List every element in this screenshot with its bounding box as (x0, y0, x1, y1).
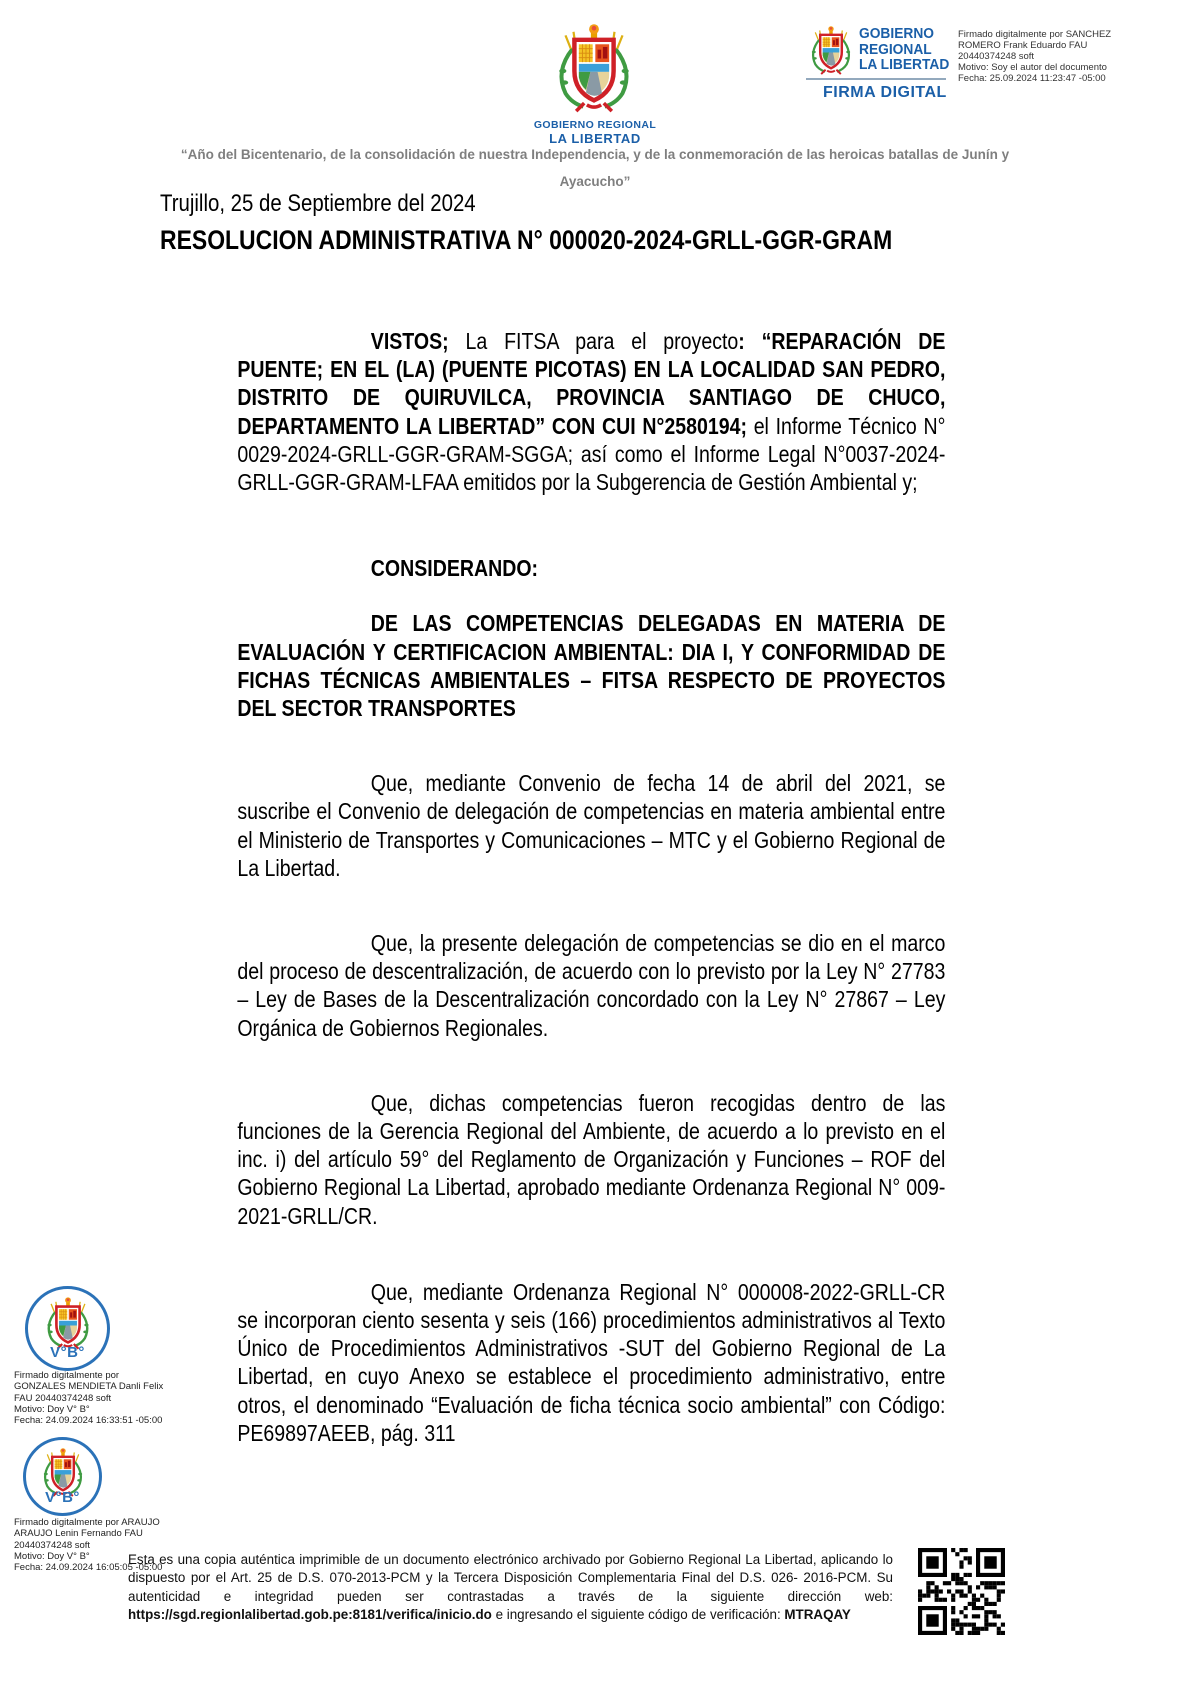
firma-org-line: LA LIBERTAD (859, 57, 950, 73)
vobo-label: V°B° (45, 1489, 80, 1506)
signature-line: Firmado digitalmente por ARAUJO (14, 1517, 160, 1528)
qr-code (918, 1548, 1005, 1635)
signature-line: Fecha: 24.09.2024 16:33:51 -05:00 (14, 1415, 163, 1427)
year-motto (150, 141, 1040, 195)
vistos-label: VISTOS; (370, 328, 449, 354)
signature-line: FAU 20440374248 soft (14, 1392, 112, 1404)
signature-line: 20440374248 soft (14, 1539, 91, 1551)
coat-of-arms-small-icon (806, 25, 856, 79)
signature-line: ARAUJO Lenin Fernando FAU (14, 1528, 143, 1540)
firma-org-line: GOBIERNO (859, 26, 935, 42)
signature-line: GONZALES MENDIETA Danli Felix (14, 1381, 164, 1393)
paragraph-delegacion: Que, la presente delegación de competencias se dio en el marco del proceso de descentralización, de acuerdo con lo previsto por la Ley N° 27783 – Ley de Bases de la Descentralización concordado con la Ley N° 27867 – Ley Orgánica de Gobiernos Regionales. (237, 930, 946, 1041)
firma-digital-label: FIRMA DIGITAL (823, 84, 947, 101)
verification-url: https://sgd.regionlalibertad.gob.pe:8181/verifica/inicio.do (128, 1607, 492, 1623)
signature-line: Motivo: Soy el autor del documento (958, 62, 1107, 73)
signature-line: Firmado digitalmente por SANCHEZ (958, 29, 1112, 40)
footer-text: e ingresando el siguiente código de verificación: (491, 1607, 785, 1623)
verification-code: MTRAQAY (784, 1607, 851, 1623)
verification-footer (128, 1551, 893, 1625)
signature-line: ROMERO Frank Eduardo FAU (958, 40, 1088, 51)
org-name-line2: LA LIBERTAD (549, 131, 641, 146)
signature-line: Motivo: Doy V° B° (14, 1403, 90, 1415)
firma-block-org-name (859, 27, 949, 74)
vistos-project: : “REPARACIÓN DE PUENTE; EN EL (LA) (PUENTE PICOTAS) EN LA LOCALIDAD SAN PEDRO, DISTRITO DE QUIRUVILCA, PROVINCIA SANTIAGO DE CHUCO, DEPARTAMENTO LA LIBERTAD” CON CUI N°2580194; (237, 328, 946, 439)
signature-line: Firmado digitalmente por (14, 1370, 120, 1381)
stamp-signature-1 (14, 1370, 199, 1426)
footer-text: Esta es una copia auténtica imprimible de un documento electrónico archivado por Gobierno Regional La Libertad, aplicando lo dispuesto por el Art. 25 de D.S. 070-2013-PCM y la Tercera Disposición Complementaria Final del D.S. 026- 2016-PCM. Su autenticidad e integridad pueden ser contrastadas a través de la siguiente dirección web: (128, 1552, 893, 1604)
paragraph-ordenanza: Que, mediante Ordenanza Regional N° 000008-2022-GRLL-CR se incorporan ciento sesenta y seis (166) procedimientos administrativos al Texto Único de Procedimientos Administrativos -SUT del Gobierno Regional de La Libertad, en cuyo Anexo se establece el procedimiento administrativo, entre otros, el denominado “Evaluación de ficha técnica socio ambiental” con Código: PE69897AEEB, pág. 311 (237, 1278, 946, 1446)
firma-org-line: REGIONAL (859, 41, 932, 58)
vobo-stamp-2 (23, 1437, 102, 1516)
firma-divider (806, 78, 946, 80)
paragraph-funciones: Que, dichas competencias fueron recogidas dentro de las funciones de la Gerencia Regional del Ambiente, de acuerdo a lo previsto en el inc. i) del artículo 59° del Reglamento de Organización y Funciones – ROF del Gobierno Regional La Libertad, aprobado mediante Ordenanza Regional N° 009-2021-GRLL/CR. (237, 1089, 946, 1229)
vobo-label: V°B° (50, 1344, 85, 1361)
signature-line: Fecha: 25.09.2024 11:23:47 -05:00 (958, 73, 1106, 84)
signature-line: Motivo: Doy V° B° (14, 1550, 90, 1562)
paragraph-convenio: Que, mediante Convenio de fecha 14 de abril del 2021, se suscribe el Convenio de delegación de competencias en materia ambiental entre el Ministerio de Transportes y Comunicaciones – MTC y el Gobierno Regional de La Libertad. (237, 770, 946, 881)
motto-line2: Ayacucho” (559, 174, 631, 189)
resolution-body (237, 327, 945, 1447)
resolution-title: RESOLUCION ADMINISTRATIVA N° 000020-2024-GRLL-GGR-GRAM (160, 225, 893, 255)
top-signature-text (958, 29, 1133, 84)
signature-line: 20440374248 soft (958, 51, 1035, 62)
document-content (160, 190, 948, 1447)
considerando-label: CONSIDERANDO: (370, 555, 539, 582)
vistos-paragraph (237, 327, 945, 496)
competencias-heading: DE LAS COMPETENCIAS DELEGADAS EN MATERIA DE EVALUACIÓN Y CERTIFICACION AMBIENTAL: DIA I, Y CONFORMIDAD DE FICHAS TÉCNICAS AMBIENTALES – FITSA RESPECTO DE PROYECTOS DEL SECTOR TRANSPORTES (237, 610, 946, 722)
vistos-intro: La FITSA para el proyecto (448, 328, 739, 354)
motto-line1: “Año del Bicentenario, de la consolidación de nuestra Independencia, y de la conmemoración de las heroicas batallas de Junín y (180, 147, 1010, 162)
signature-line: Fecha: 24.09.2024 16:05:05 -05:00 (14, 1562, 163, 1574)
coat-of-arms-icon (541, 22, 647, 120)
vistos-rest: el Informe Técnico N° 0029-2024-GRLL-GGR-GRAM-SGGA; así como el Informe Legal N°0037-2024-GRLL-GGR-GRAM-LFAA emitidos por la Subgerencia de Gestión Ambiental y; (237, 412, 946, 496)
org-name-line1: GOBIERNO REGIONAL (533, 119, 657, 131)
place-date-line: Trujillo, 25 de Septiembre del 2024 (160, 190, 476, 217)
vobo-stamp-1 (25, 1286, 110, 1371)
